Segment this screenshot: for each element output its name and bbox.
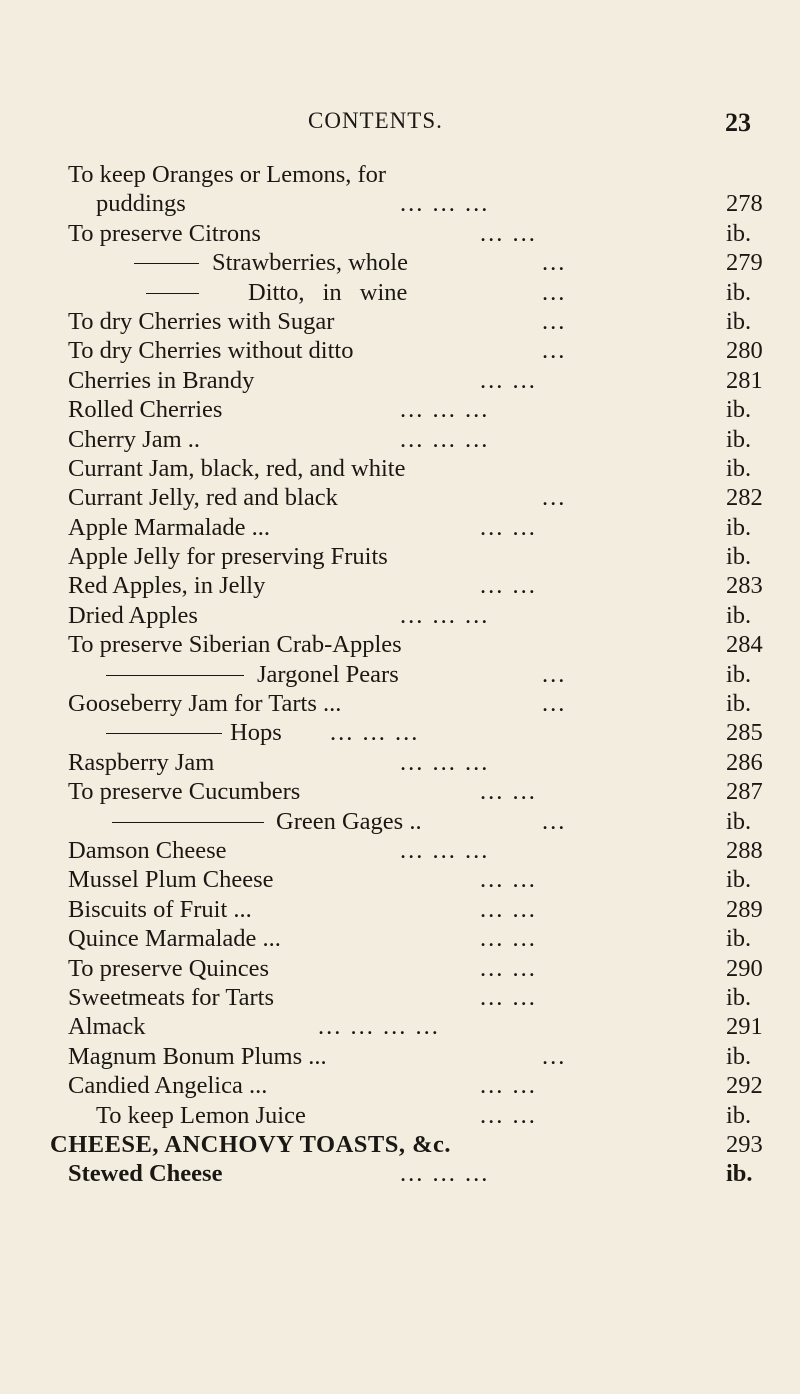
entry-page: ib.	[726, 983, 752, 1011]
entry-title: Cherry Jam ..	[68, 425, 200, 453]
entry-page: 281	[726, 366, 763, 394]
list-item	[0, 160, 800, 189]
list-item	[0, 1159, 800, 1188]
contents-list	[0, 160, 800, 1189]
entry-title: Jargonel Pears	[257, 660, 399, 688]
list-item	[0, 865, 800, 894]
entry-title: Strawberries, whole	[212, 249, 408, 277]
list-item	[0, 189, 800, 218]
leader-dots: ... ... ... ...	[318, 1013, 440, 1041]
ditto-dash	[134, 263, 199, 264]
list-item	[0, 571, 800, 600]
entry-title: Ditto, in wine	[248, 278, 408, 306]
entry-title: Almack	[68, 1013, 146, 1041]
entry-page: ib.	[726, 219, 752, 247]
entry-title: To preserve Quinces	[68, 954, 270, 982]
list-item	[0, 983, 800, 1012]
list-item	[0, 954, 800, 983]
entry-title: Sweetmeats for Tarts	[68, 983, 275, 1011]
entry-page: 289	[726, 895, 763, 923]
entry-title: Green Gages ..	[276, 807, 422, 835]
list-item	[0, 718, 800, 747]
leader-dots: ...	[542, 484, 567, 512]
running-title: CONTENTS.	[308, 108, 443, 133]
list-item	[0, 924, 800, 953]
entry-title: Currant Jelly, red and black	[68, 484, 338, 512]
leader-dots: ...	[542, 690, 567, 718]
entry-title: Hops	[230, 719, 282, 747]
entry-page: ib.	[726, 1101, 752, 1129]
ditto-dash	[146, 293, 199, 294]
entry-page: ib.	[726, 425, 752, 453]
entry-title: To preserve Citrons	[68, 219, 261, 247]
entry-page: 278	[726, 190, 763, 218]
entry-page: 283	[726, 572, 763, 600]
leader-dots: ...	[542, 1042, 567, 1070]
page-number: 23	[725, 108, 751, 137]
entry-title: Raspberry Jam	[68, 748, 215, 776]
entry-title: Damson Cheese	[68, 836, 227, 864]
leader-dots: ... ...	[480, 1101, 537, 1129]
leader-dots: ...	[542, 807, 567, 835]
entry-page: 290	[726, 954, 763, 982]
entry-title: To preserve Siberian Crab-Apples	[68, 631, 402, 659]
entry-page: 284	[726, 631, 763, 659]
entry-title: Red Apples, in Jelly	[68, 572, 266, 600]
entry-page: ib.	[726, 543, 752, 571]
entry-title: Biscuits of Fruit ...	[68, 895, 252, 923]
list-item	[0, 219, 800, 248]
leader-dots: ...	[542, 660, 567, 688]
ditto-dash	[112, 822, 264, 823]
entry-title: Mussel Plum Cheese	[68, 866, 274, 894]
entry-page: 293	[726, 1130, 763, 1158]
entry-title: To keep Oranges or Lemons, for	[68, 161, 387, 188]
list-item	[0, 395, 800, 424]
entry-page: 291	[726, 1013, 763, 1041]
list-item	[0, 248, 800, 277]
entry-page: ib.	[726, 601, 752, 629]
entry-page: 282	[726, 484, 763, 512]
leader-dots: ...	[542, 278, 567, 306]
list-item	[0, 1071, 800, 1100]
entry-page: ib.	[726, 690, 752, 718]
list-item	[0, 689, 800, 718]
list-item	[0, 542, 800, 571]
entry-page: ib.	[726, 866, 752, 894]
leader-dots: ... ...	[480, 366, 537, 394]
leader-dots: ... ...	[480, 954, 537, 982]
list-item	[0, 366, 800, 395]
leader-dots: ... ...	[480, 219, 537, 247]
entry-page: ib.	[726, 925, 752, 953]
leader-dots: ... ...	[480, 1072, 537, 1100]
entry-title: Currant Jam, black, red, and white	[68, 454, 406, 482]
entry-title: Magnum Bonum Plums ...	[68, 1042, 327, 1070]
leader-dots: ... ... ...	[330, 719, 420, 747]
section-title: CHEESE, ANCHOVY TOASTS, &c.	[50, 1130, 452, 1158]
entry-page: ib.	[726, 307, 752, 335]
entry-title: Rolled Cherries	[68, 396, 223, 424]
leader-dots: ... ...	[480, 866, 537, 894]
entry-page: ib.	[726, 454, 752, 482]
leader-dots: ...	[542, 337, 567, 365]
list-item	[0, 278, 800, 307]
entry-page: ib.	[726, 807, 752, 835]
entry-page: 286	[726, 748, 763, 776]
entry-title: Cherries in Brandy	[68, 366, 255, 394]
leader-dots: ... ... ...	[400, 836, 490, 864]
entry-page: 285	[726, 719, 763, 747]
leader-dots: ... ... ...	[400, 1160, 490, 1188]
entry-title: Stewed Cheese	[68, 1160, 223, 1188]
list-item	[0, 1042, 800, 1071]
entry-page: 292	[726, 1072, 763, 1100]
list-item	[0, 777, 800, 806]
leader-dots: ... ...	[480, 572, 537, 600]
list-item	[0, 425, 800, 454]
section-heading	[0, 1130, 800, 1159]
entry-page: ib.	[726, 1160, 753, 1188]
list-item	[0, 513, 800, 542]
entry-title: Apple Jelly for preserving Fruits	[68, 543, 388, 571]
list-item	[0, 748, 800, 777]
entry-title: To dry Cherries with Sugar	[68, 307, 335, 335]
entry-page: 279	[726, 249, 763, 277]
ditto-dash	[106, 675, 244, 676]
entry-page: ib.	[726, 1042, 752, 1070]
entry-title: Dried Apples	[68, 601, 198, 629]
list-item	[0, 483, 800, 512]
leader-dots: ... ... ...	[400, 396, 490, 424]
leader-dots: ...	[542, 307, 567, 335]
leader-dots: ... ... ...	[400, 425, 490, 453]
entry-title: Gooseberry Jam for Tarts ...	[68, 690, 342, 718]
entry-title: Quince Marmalade ...	[68, 925, 281, 953]
list-item	[0, 1012, 800, 1041]
entry-title: To preserve Cucumbers	[68, 778, 301, 806]
list-item	[0, 601, 800, 630]
list-item	[0, 454, 800, 483]
list-item	[0, 836, 800, 865]
list-item	[0, 630, 800, 659]
entry-title: Candied Angelica ...	[68, 1072, 268, 1100]
ditto-dash	[106, 733, 222, 734]
entry-title: puddings	[96, 190, 186, 218]
entry-page: 287	[726, 778, 763, 806]
running-head	[0, 108, 800, 138]
list-item	[0, 660, 800, 689]
list-item	[0, 336, 800, 365]
entry-page: ib.	[726, 513, 752, 541]
leader-dots: ... ... ...	[400, 601, 490, 629]
entry-page: 288	[726, 836, 763, 864]
list-item	[0, 1101, 800, 1130]
leader-dots: ... ...	[480, 778, 537, 806]
leader-dots: ... ...	[480, 925, 537, 953]
list-item	[0, 895, 800, 924]
entry-title: To keep Lemon Juice	[96, 1101, 306, 1129]
entry-title: To dry Cherries without ditto	[68, 337, 354, 365]
entry-page: ib.	[726, 396, 752, 424]
list-item	[0, 807, 800, 836]
leader-dots: ... ... ...	[400, 748, 490, 776]
leader-dots: ... ...	[480, 513, 537, 541]
leader-dots: ... ...	[480, 895, 537, 923]
entry-title: Apple Marmalade ...	[68, 513, 271, 541]
leader-dots: ...	[542, 249, 567, 277]
list-item	[0, 307, 800, 336]
leader-dots: ... ...	[480, 983, 537, 1011]
entry-page: 280	[726, 337, 763, 365]
entry-page: ib.	[726, 278, 752, 306]
leader-dots: ... ... ...	[400, 190, 490, 218]
entry-page: ib.	[726, 660, 752, 688]
